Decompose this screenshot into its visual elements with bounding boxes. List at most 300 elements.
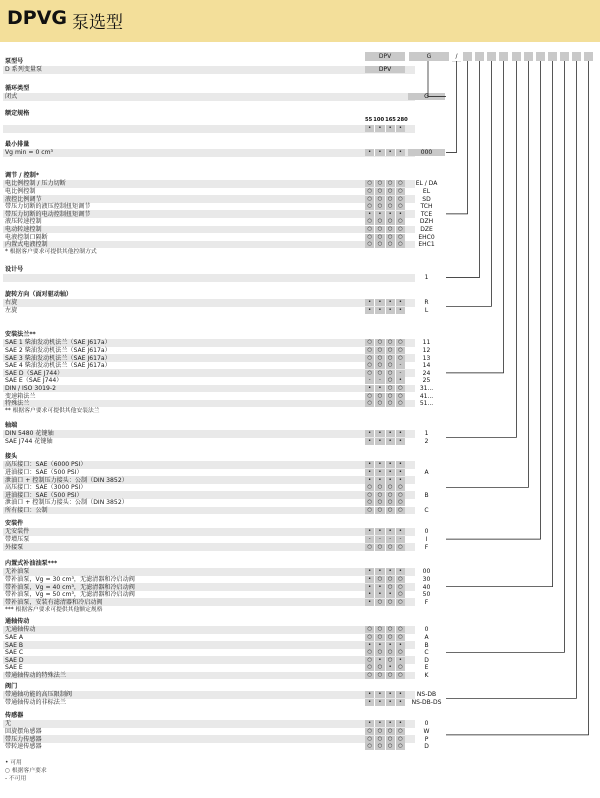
brand-title: DPVG <box>7 7 67 29</box>
table-row <box>3 568 415 576</box>
option-label: SAE 3 柴油发动机法兰（SAE J617a） <box>5 354 111 362</box>
availability-mark: ○ <box>374 196 384 203</box>
availability-mark: ○ <box>395 672 405 679</box>
option-label: 高压接口：SAE（6000 PSI） <box>5 461 87 469</box>
availability-mark: • <box>385 211 395 218</box>
option-code: EL / DA <box>415 180 438 188</box>
availability-mark: ○ <box>395 234 405 241</box>
availability-mark: • <box>365 691 374 698</box>
size-label: 280 <box>396 117 408 123</box>
option-label: 电比例控制 / 压力切断 <box>5 180 66 188</box>
availability-cells <box>365 528 405 535</box>
option-code: L <box>424 306 429 314</box>
availability-mark: - <box>374 377 384 384</box>
section-note: * 根据客户要求可提供其他控制方式 <box>5 248 97 255</box>
availability-cells <box>365 672 405 679</box>
availability-mark: • <box>365 599 374 606</box>
option-code: E <box>424 664 429 672</box>
code-position-box <box>536 52 545 61</box>
table-row <box>3 377 415 385</box>
availability-mark: • <box>374 591 384 598</box>
option-label: 带增压泵 <box>5 535 30 543</box>
availability-cells <box>365 188 405 195</box>
availability-mark: ○ <box>365 484 374 491</box>
availability-mark: ○ <box>365 203 374 210</box>
availability-mark: ○ <box>365 499 374 506</box>
option-code: 000 <box>408 149 445 156</box>
option-code: TCH <box>420 203 433 211</box>
leader-line <box>446 61 553 587</box>
leader-line <box>446 61 492 306</box>
availability-mark: ○ <box>385 370 395 377</box>
option-code: 30 <box>422 575 431 583</box>
availability-cells <box>365 743 405 750</box>
availability-mark: ○ <box>365 188 374 195</box>
option-label: SAE D <box>5 656 24 664</box>
availability-mark: • <box>374 125 384 132</box>
availability-cells <box>365 736 405 743</box>
option-code: F <box>424 598 429 606</box>
availability-mark: ○ <box>365 400 374 407</box>
availability-cells <box>365 355 405 362</box>
option-label: SAE D（SAE J744） <box>5 369 64 377</box>
availability-mark: ○ <box>374 355 384 362</box>
option-code: K <box>424 671 429 679</box>
availability-mark: • <box>374 477 384 484</box>
option-label: SAE C <box>5 649 24 657</box>
availability-mark: • <box>365 299 374 306</box>
availability-mark: • <box>374 299 384 306</box>
availability-mark: ○ <box>365 492 374 499</box>
availability-mark: ○ <box>374 370 384 377</box>
availability-mark: - <box>395 362 405 369</box>
option-code: 1 <box>424 430 429 438</box>
availability-mark: ○ <box>365 507 374 514</box>
option-label: 带压力传感器 <box>5 735 42 743</box>
availability-cells <box>365 339 405 346</box>
availability-cells <box>365 699 405 706</box>
option-label: 左旋 <box>5 306 18 314</box>
availability-mark: • <box>385 477 395 484</box>
availability-mark: • <box>385 469 395 476</box>
availability-mark: ○ <box>374 393 384 400</box>
option-label: 特殊法兰 <box>5 400 30 408</box>
availability-cells <box>365 125 405 132</box>
availability-cells <box>365 568 405 575</box>
option-code: 11 <box>422 339 431 347</box>
availability-cells <box>365 234 405 241</box>
option-label: 所有接口：公制 <box>5 506 48 514</box>
availability-mark: ○ <box>374 226 384 233</box>
availability-mark: ○ <box>365 393 374 400</box>
availability-cells <box>365 430 405 437</box>
availability-mark: • <box>374 438 384 445</box>
availability-mark: • <box>385 438 395 445</box>
availability-mark: - <box>374 536 384 543</box>
availability-mark: ○ <box>385 377 395 384</box>
option-label: 液压转速控制 <box>5 218 42 226</box>
availability-mark: ○ <box>365 218 374 225</box>
availability-cells <box>365 720 405 727</box>
availability-mark: ○ <box>365 362 374 369</box>
size-label: 100 <box>373 117 385 123</box>
code-position-box <box>524 52 533 61</box>
availability-mark: ○ <box>385 649 395 656</box>
option-label: 回旋摆角感器 <box>5 727 42 735</box>
availability-mark: ○ <box>395 226 405 233</box>
availability-cells <box>365 203 405 210</box>
option-label: 带压力切断的电动控制扭矩调节 <box>5 210 91 218</box>
availability-mark: ○ <box>374 180 384 187</box>
option-code: 51... <box>419 400 434 408</box>
availability-mark: ○ <box>374 362 384 369</box>
table-row <box>3 649 415 657</box>
code-position-box <box>548 52 557 61</box>
option-code: 40 <box>422 583 431 591</box>
availability-mark: ○ <box>374 544 384 551</box>
availability-mark: ○ <box>385 634 395 641</box>
availability-mark: ○ <box>374 576 384 583</box>
availability-mark: ○ <box>395 544 405 551</box>
table-row <box>3 634 415 642</box>
leader-line <box>446 61 480 278</box>
availability-cells <box>365 307 405 314</box>
availability-mark: ○ <box>365 649 374 656</box>
availability-mark: ○ <box>385 544 395 551</box>
table-row <box>3 543 415 551</box>
availability-mark: ○ <box>365 241 374 248</box>
availability-mark: ○ <box>395 736 405 743</box>
table-row <box>3 720 415 728</box>
option-code: TCE <box>420 210 433 218</box>
table-row <box>3 641 415 649</box>
availability-mark: ○ <box>374 649 384 656</box>
availability-mark: • <box>374 691 384 698</box>
availability-mark: • <box>365 430 374 437</box>
leader-line <box>428 61 446 97</box>
availability-mark: • <box>385 691 395 698</box>
availability-cells <box>365 211 405 218</box>
option-label: 闭式 <box>5 93 18 101</box>
option-label: 带压力切断的液压控制扭矩调节 <box>5 203 91 211</box>
availability-mark: ○ <box>365 226 374 233</box>
availability-mark: • <box>365 149 374 156</box>
option-code: DZH <box>419 218 434 226</box>
leader-line <box>446 61 457 153</box>
availability-cells <box>365 385 405 392</box>
code-position-box <box>475 52 484 61</box>
availability-cells <box>365 370 405 377</box>
table-row <box>3 188 415 196</box>
option-code: 00 <box>422 568 431 576</box>
option-label: SAE 4 柴油发动机法兰（SAE J617a） <box>5 362 111 370</box>
availability-mark: ○ <box>374 728 384 735</box>
availability-mark: ○ <box>365 728 374 735</box>
section-title: 调节 / 控制* <box>5 172 40 179</box>
availability-mark: ○ <box>395 499 405 506</box>
availability-mark: ○ <box>395 355 405 362</box>
option-label: 高压接口：SAE（3000 PSI） <box>5 484 87 492</box>
availability-mark: - <box>365 536 374 543</box>
section-title: 轴端 <box>5 422 18 429</box>
availability-mark: ○ <box>374 188 384 195</box>
availability-mark: ○ <box>395 218 405 225</box>
availability-mark: • <box>395 691 405 698</box>
availability-mark: ○ <box>385 241 395 248</box>
availability-mark: ○ <box>374 599 384 606</box>
size-label: 55 <box>365 117 373 123</box>
availability-mark: • <box>365 642 374 649</box>
availability-mark: ○ <box>395 584 405 591</box>
availability-cells <box>365 599 405 606</box>
availability-mark: ○ <box>374 241 384 248</box>
availability-mark: • <box>385 149 395 156</box>
availability-mark: ○ <box>374 743 384 750</box>
availability-mark: - <box>395 536 405 543</box>
availability-mark: ○ <box>374 626 384 633</box>
availability-mark: • <box>374 461 384 468</box>
option-label: 带补油泵，安装有滤清器和冷启动阀 <box>5 598 103 606</box>
availability-mark: ○ <box>374 736 384 743</box>
availability-mark: • <box>365 584 374 591</box>
availability-mark: • <box>385 591 395 598</box>
option-code: 24 <box>422 369 431 377</box>
availability-mark: ○ <box>395 196 405 203</box>
availability-cells <box>365 544 405 551</box>
availability-mark: • <box>385 699 395 706</box>
availability-mark: • <box>374 211 384 218</box>
availability-mark: • <box>395 438 405 445</box>
availability-cells <box>365 649 405 656</box>
availability-mark: ○ <box>385 362 395 369</box>
availability-cells <box>365 499 405 506</box>
availability-cells <box>365 438 405 445</box>
availability-mark: • <box>374 568 384 575</box>
table-row <box>3 241 415 249</box>
availability-mark: • <box>374 528 384 535</box>
option-label: 带补油泵，Vg = 30 cm³，无滤清器和冷启动阀 <box>5 575 135 583</box>
availability-mark: ○ <box>385 599 395 606</box>
option-code: 31... <box>419 384 434 392</box>
availability-mark: • <box>395 477 405 484</box>
availability-mark: ○ <box>365 672 374 679</box>
availability-cells <box>365 664 405 671</box>
availability-mark: ○ <box>374 672 384 679</box>
table-row <box>3 528 415 536</box>
availability-mark: ○ <box>374 234 384 241</box>
availability-mark: ○ <box>365 743 374 750</box>
option-code: NS-DB <box>416 691 437 699</box>
availability-mark: ○ <box>395 492 405 499</box>
legend-item: - 不可用 <box>5 776 27 782</box>
availability-mark: ○ <box>395 507 405 514</box>
table-row <box>3 226 415 234</box>
availability-mark: • <box>374 385 384 392</box>
availability-mark: ○ <box>385 203 395 210</box>
availability-cells <box>365 149 405 156</box>
availability-mark: ○ <box>365 347 374 354</box>
option-label: 变速箱法兰 <box>5 392 36 400</box>
option-code: F <box>424 543 429 551</box>
availability-mark: ○ <box>395 484 405 491</box>
availability-cells <box>365 536 405 543</box>
availability-mark: • <box>395 528 405 535</box>
availability-mark: • <box>374 307 384 314</box>
option-code: 0 <box>424 528 429 536</box>
option-label: SAE 2 柴油发动机法兰（SAE J617a） <box>5 346 111 354</box>
option-code: 14 <box>422 362 431 370</box>
option-label: 进油接口：SAE（500 PSI） <box>5 468 83 476</box>
availability-cells <box>365 477 405 484</box>
option-code: D <box>424 743 429 751</box>
leader-line <box>446 61 468 214</box>
code-position-box <box>584 52 593 61</box>
availability-mark: • <box>395 642 405 649</box>
table-row <box>3 307 415 315</box>
availability-mark: • <box>374 469 384 476</box>
option-label: 带通轴功能的高压限制阀 <box>5 691 73 699</box>
option-code: W <box>423 727 430 735</box>
size-header <box>365 117 408 124</box>
availability-cells <box>365 226 405 233</box>
availability-mark: ○ <box>365 339 374 346</box>
availability-mark: ○ <box>395 180 405 187</box>
availability-mark: • <box>365 461 374 468</box>
option-code: I <box>425 535 428 543</box>
availability-mark: • <box>395 657 405 664</box>
option-code: 1 <box>424 274 429 282</box>
availability-mark: ○ <box>385 355 395 362</box>
availability-cells <box>365 180 405 187</box>
availability-mark: ○ <box>395 743 405 750</box>
code-position-box <box>572 52 581 61</box>
availability-mark: • <box>395 720 405 727</box>
availability-mark: ○ <box>385 743 395 750</box>
legend-item: • 可用 <box>5 760 22 766</box>
option-code: 25 <box>422 377 431 385</box>
availability-mark: ○ <box>385 492 395 499</box>
code-position-box: DPV <box>365 52 405 61</box>
code-position-box: G <box>409 52 449 61</box>
option-code: P <box>424 735 429 743</box>
option-code: D <box>424 656 429 664</box>
table-row <box>3 656 415 664</box>
section-title: 泵型号 <box>5 58 24 65</box>
section-note: *** 根据客户要求可提供其他额定规格 <box>5 606 103 613</box>
availability-mark: ○ <box>374 484 384 491</box>
table-row <box>3 430 415 438</box>
availability-mark: ○ <box>374 634 384 641</box>
code-position-box <box>560 52 569 61</box>
availability-cells <box>365 461 405 468</box>
availability-mark: ○ <box>374 400 384 407</box>
option-code: 50 <box>422 591 431 599</box>
option-code: B <box>424 491 429 499</box>
table-row <box>3 735 415 743</box>
table-row <box>3 507 415 515</box>
leader-line <box>446 61 577 698</box>
option-code: 2 <box>424 437 429 445</box>
option-label: 无 <box>5 720 12 728</box>
availability-cells <box>365 728 405 735</box>
availability-mark: ○ <box>395 400 405 407</box>
option-code: A <box>424 633 429 641</box>
availability-mark: ○ <box>385 576 395 583</box>
availability-mark: ○ <box>395 241 405 248</box>
option-label: SAE 1 柴油发动机法兰（SAE J617a） <box>5 339 111 347</box>
availability-cells <box>365 576 405 583</box>
availability-mark: • <box>365 591 374 598</box>
option-label: 带通轴传动的特殊法兰 <box>5 671 66 679</box>
availability-cells <box>365 626 405 633</box>
availability-cells <box>365 400 405 407</box>
availability-mark: ○ <box>395 393 405 400</box>
section-note: ** 根据客户要求可提供其他安装法兰 <box>5 407 100 414</box>
option-code: 0 <box>424 626 429 634</box>
option-code: EHC1 <box>418 241 435 249</box>
availability-mark: ○ <box>385 484 395 491</box>
availability-mark: ○ <box>395 626 405 633</box>
option-code: EHC0 <box>418 233 435 241</box>
section-title: 阀门 <box>5 683 18 690</box>
availability-mark: • <box>395 461 405 468</box>
section-title: 通轴传动 <box>5 618 30 625</box>
availability-mark: ○ <box>374 218 384 225</box>
section-title: 设计号 <box>5 266 24 273</box>
availability-mark: • <box>395 377 405 384</box>
option-label: 无通轴传动 <box>5 626 36 634</box>
availability-mark: ○ <box>395 385 405 392</box>
availability-mark: ○ <box>374 499 384 506</box>
availability-cells <box>365 377 405 384</box>
option-code: A <box>424 468 429 476</box>
option-label: 泄油口 + 控制压力接头：公制（DIN 3852） <box>5 499 128 507</box>
availability-mark: • <box>365 477 374 484</box>
option-label: 右旋 <box>5 299 18 307</box>
table-row <box>3 728 415 736</box>
option-label: DIN / ISO 3019-2 <box>5 384 56 392</box>
availability-mark: ○ <box>385 234 395 241</box>
table-row <box>3 218 415 226</box>
availability-mark: • <box>365 699 374 706</box>
option-label: SAE E（SAE J744） <box>5 377 63 385</box>
availability-mark: ○ <box>365 657 374 664</box>
size-label: 165 <box>385 117 396 123</box>
code-position-box <box>487 52 496 61</box>
availability-cells <box>365 492 405 499</box>
section-title: 循环类型 <box>5 85 30 92</box>
option-label: 电动转速控制 <box>5 225 42 233</box>
availability-mark: • <box>365 211 374 218</box>
option-code: C <box>424 506 429 514</box>
availability-mark: ○ <box>385 180 395 187</box>
availability-cells <box>365 657 405 664</box>
availability-mark: • <box>374 642 384 649</box>
availability-mark: • <box>374 699 384 706</box>
availability-mark: ○ <box>374 507 384 514</box>
availability-mark: • <box>395 299 405 306</box>
availability-mark: ○ <box>385 196 395 203</box>
availability-mark: ○ <box>385 507 395 514</box>
page-subtitle: 泵选型 <box>72 13 123 33</box>
option-label: D 系列变量泵 <box>5 66 43 74</box>
availability-mark: ○ <box>385 347 395 354</box>
availability-mark: • <box>374 720 384 727</box>
table-row <box>3 274 415 282</box>
availability-mark: ○ <box>385 584 395 591</box>
availability-cells <box>365 347 405 354</box>
availability-mark: ○ <box>385 626 395 633</box>
